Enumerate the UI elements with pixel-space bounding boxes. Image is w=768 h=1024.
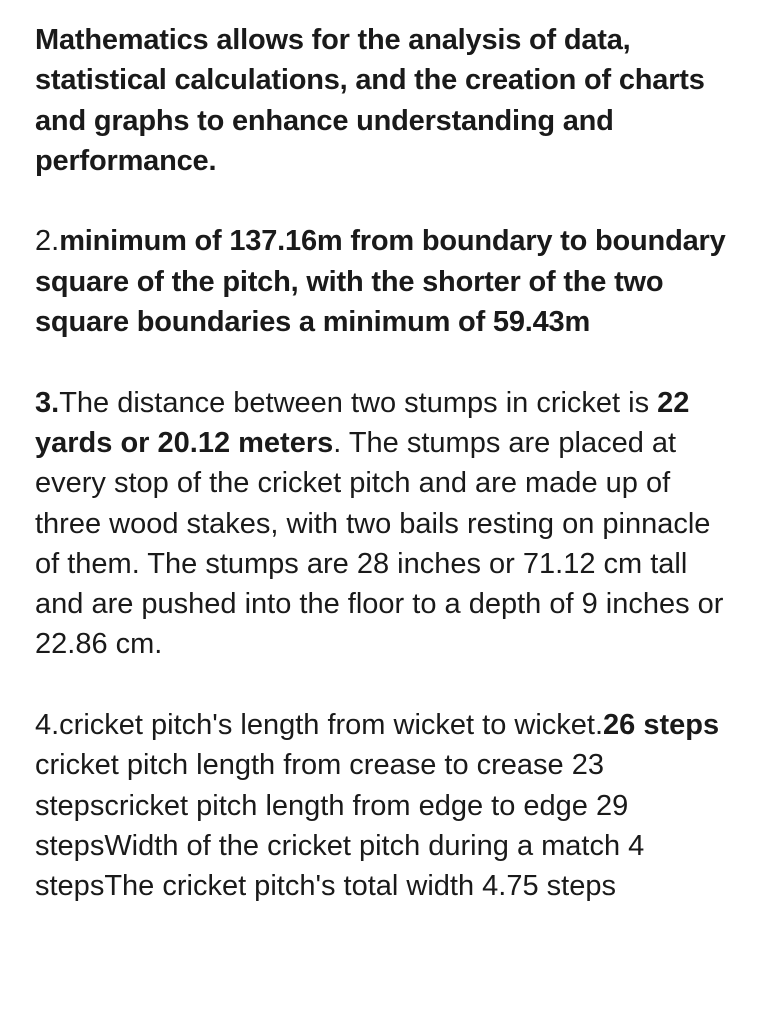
paragraph-3-number: 3. bbox=[35, 386, 60, 419]
paragraph-1-text: Mathematics allows for the analysis of data, statistical calculations, and the creation of charts and graphs to enhance understanding and performance. bbox=[35, 24, 705, 177]
paragraph-4 bbox=[35, 705, 728, 906]
paragraph-3-text-a: The distance between two stumps in cricket is bbox=[59, 386, 658, 419]
paragraph-2 bbox=[35, 221, 728, 342]
paragraph-4-text-b: cricket pitch length from crease to crease 23 stepscricket pitch length from edge to edge 29 stepsWidth of the cricket pitch during a match 4 stepsThe cricket pitch's total width 4.75 steps bbox=[35, 749, 645, 903]
paragraph-4-text-a: 4.cricket pitch's length from wicket to wicket. bbox=[35, 709, 604, 742]
paragraph-4-highlight: 26 steps bbox=[603, 709, 720, 742]
paragraph-2-number: 2. bbox=[35, 225, 60, 258]
paragraph-3 bbox=[35, 383, 728, 665]
paragraph-3-highlight: 22 yards or 20.12 meters bbox=[35, 386, 690, 459]
paragraph-1 bbox=[35, 20, 728, 181]
paragraph-2-text: minimum of 137.16m from boundary to boundary square of the pitch, with the shorter of the two square boundaries a minimum of 59.43m bbox=[35, 225, 726, 339]
paragraph-3-text-b: . The stumps are placed at every stop of the cricket pitch and are made up of three wood stakes, with two bails resting on pinnacle of them. The stumps are 28 inches or 71.12 cm tall and are pushed into the floor to a depth of 9 inches or 22.86 cm. bbox=[35, 426, 724, 661]
